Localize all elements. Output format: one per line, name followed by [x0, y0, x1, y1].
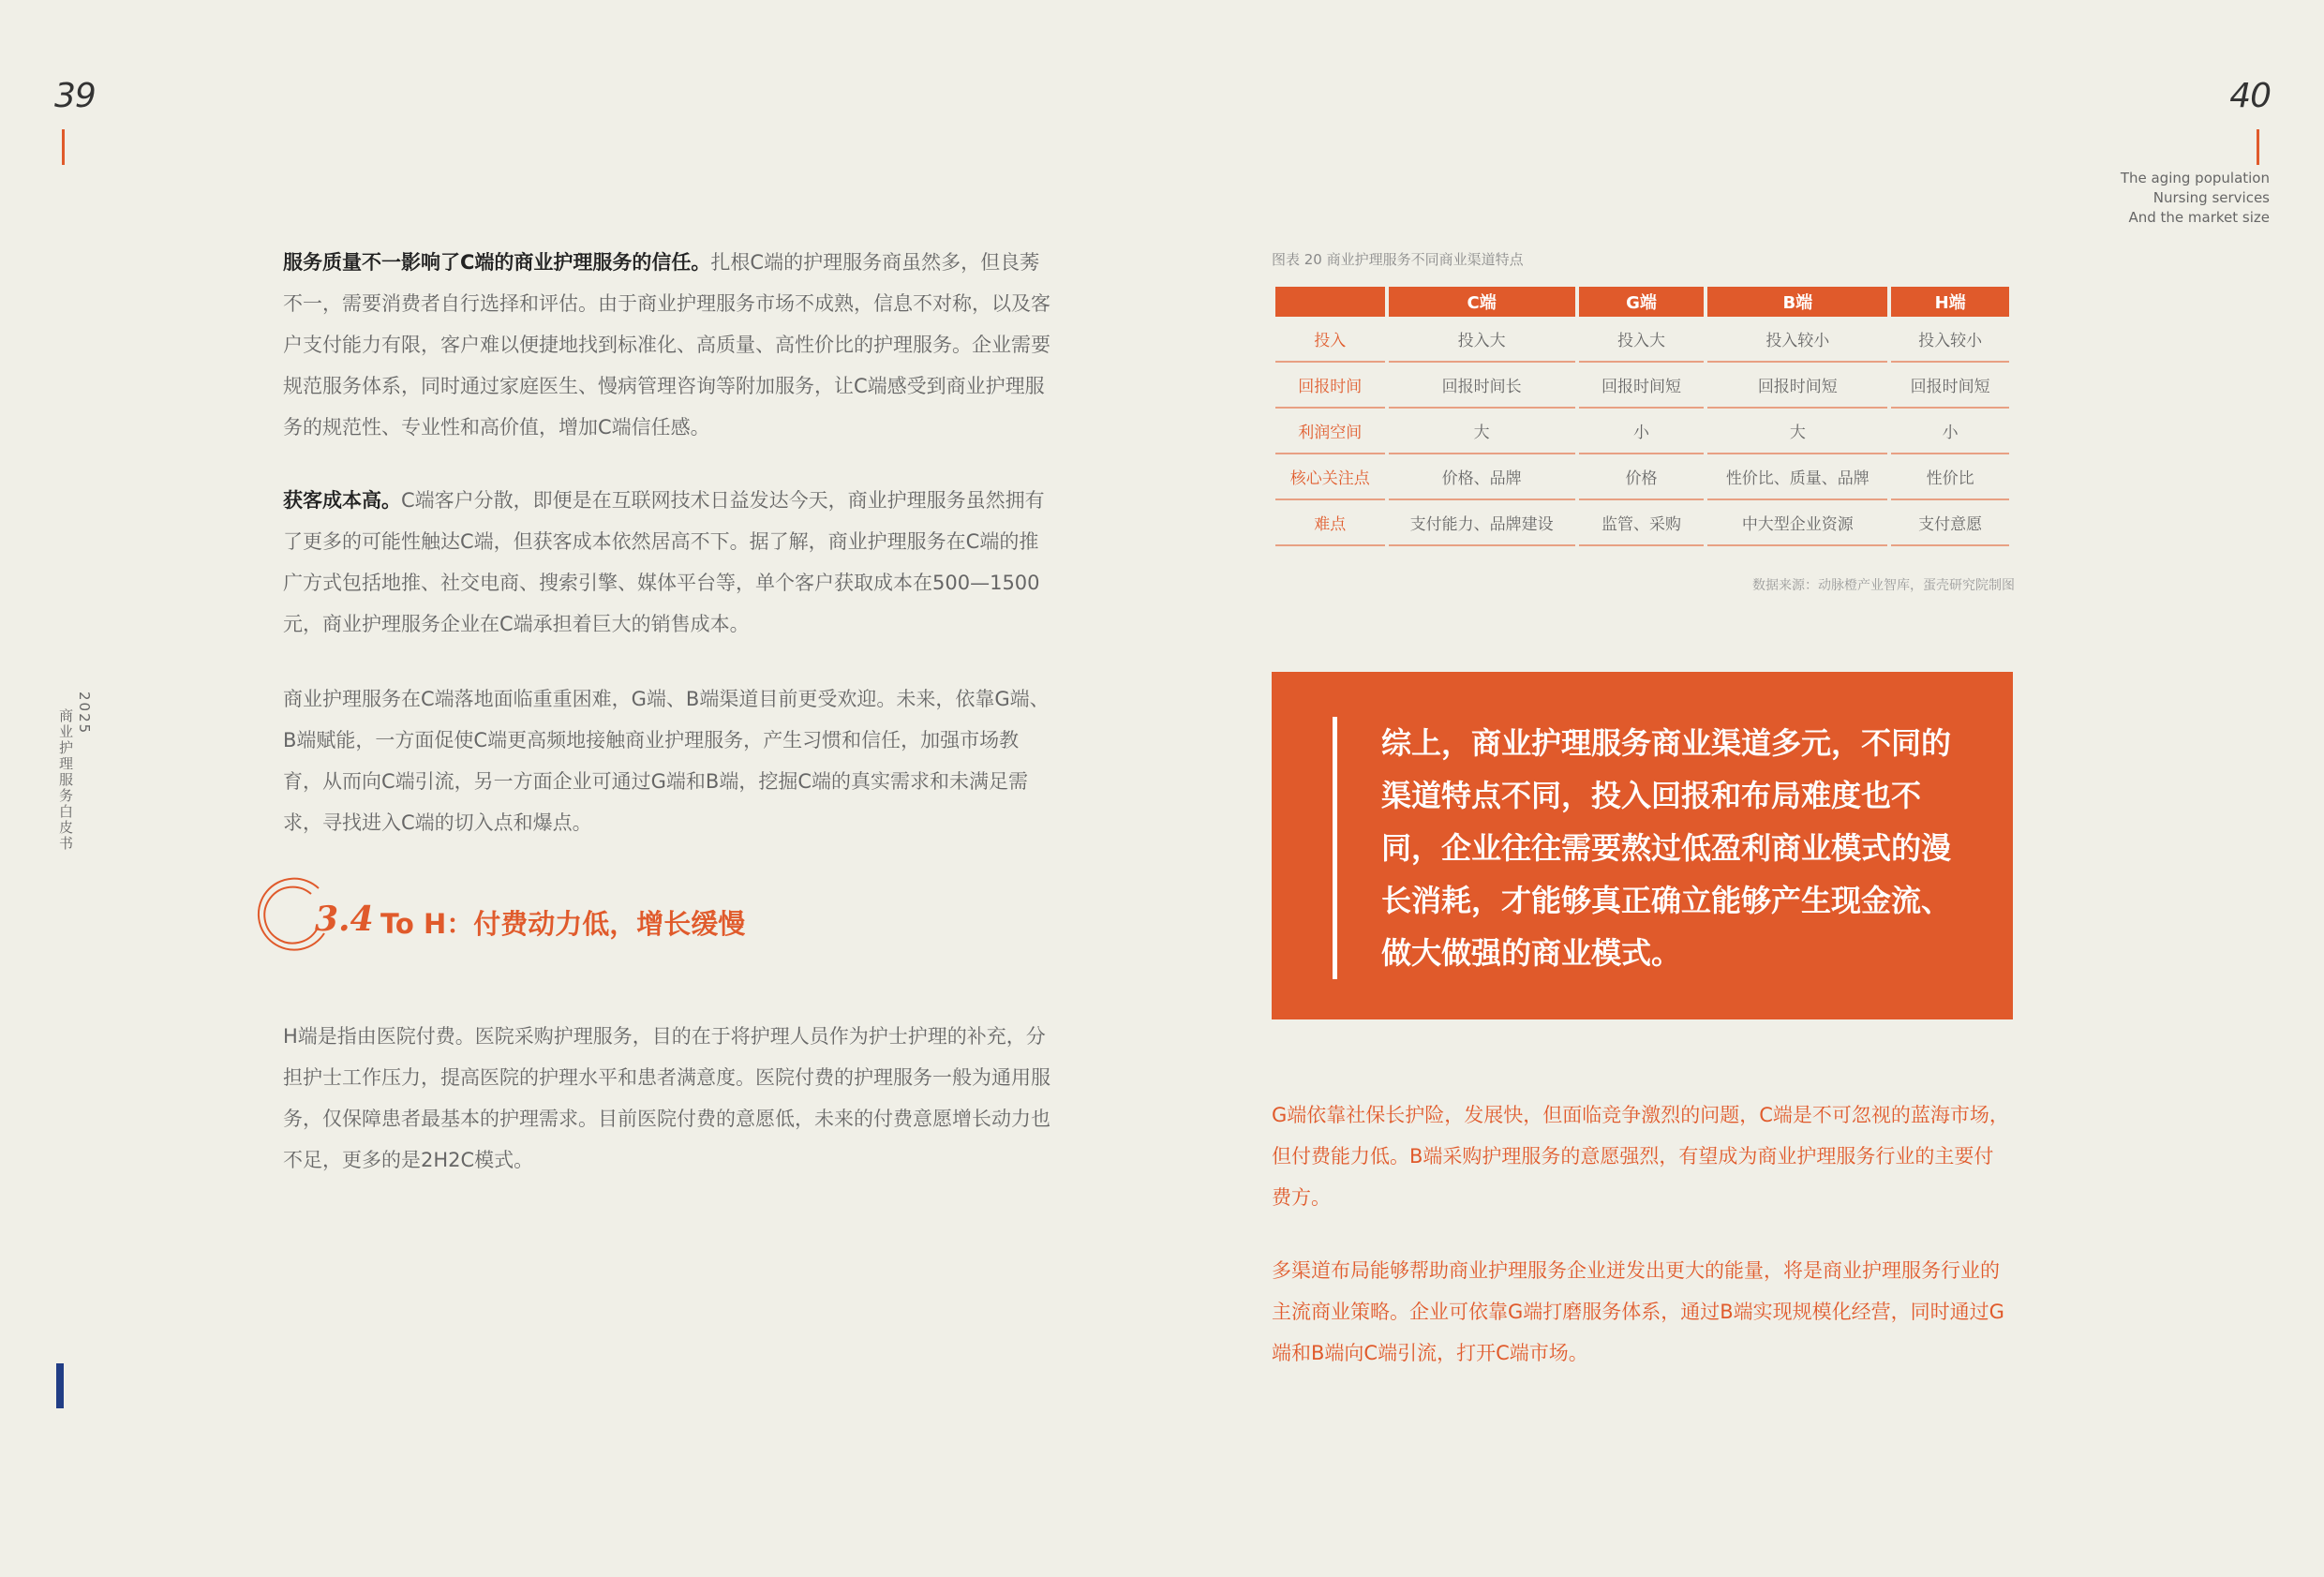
- table-row: [1275, 500, 2009, 546]
- row-label: 利润空间: [1275, 409, 1385, 454]
- table-header-cell: H端: [1891, 287, 2009, 317]
- table-row: [1275, 317, 2009, 363]
- row-label: 投入: [1275, 317, 1385, 363]
- table-header-cell: B端: [1707, 287, 1887, 317]
- subtitle-line: Nursing services: [2153, 189, 2270, 206]
- table-row: [1275, 363, 2009, 409]
- table-cell: 性价比: [1891, 454, 2009, 500]
- table-cell: 价格、品牌: [1389, 454, 1575, 500]
- paragraph-body: C端客户分散，即便是在互联网技术日益发达今天，商业护理服务虽然拥有了更多的可能性触达C端，但获客成本依然居高不下。据了解，商业护理服务在C端的推广方式包括地推、社交电商、搜索引擎、媒体平台等，单个客户获取成本在500—1500元，商业护理服务企业在C端承担着巨大的销售成本。: [283, 489, 1045, 635]
- paragraph-service-quality: [283, 242, 1051, 448]
- table-cell: 回报时间短: [1579, 363, 1705, 409]
- table-cell: 支付意愿: [1891, 500, 2009, 546]
- table-caption: 图表 20 商业护理服务不同商业渠道特点: [1272, 251, 1524, 268]
- table-cell: 支付能力、品牌建设: [1389, 500, 1575, 546]
- table-cell: 投入大: [1579, 317, 1705, 363]
- table-cell: 小: [1891, 409, 2009, 454]
- page-tick-right: [2257, 129, 2259, 165]
- table-cell: 回报时间长: [1389, 363, 1575, 409]
- paragraph-channel-outlook: [283, 678, 1051, 843]
- side-label-title: 商业护理服务白皮书: [57, 708, 74, 852]
- table-cell: 投入大: [1389, 317, 1575, 363]
- table-cell: 投入较小: [1707, 317, 1887, 363]
- table-row: [1275, 409, 2009, 454]
- row-label: 核心关注点: [1275, 454, 1385, 500]
- table-header-row: [1275, 287, 2009, 317]
- row-label: 回报时间: [1275, 363, 1385, 409]
- paragraph-acquisition-cost: [283, 480, 1051, 645]
- paragraph-body: 商业护理服务在C端落地面临重重困难，G端、B端渠道目前更受欢迎。未来，依靠G端、B端赋能，一方面促使C端更高频地接触商业护理服务，产生习惯和信任，加强市场教育，从而向C端引流，另一方面企业可通过G端和B端，挖掘C端的真实需求和未满足需求，寻找进入C端的切入点和爆点。: [283, 688, 1050, 834]
- section-heading: [253, 871, 815, 956]
- table-cell: 监管、采购: [1579, 500, 1705, 546]
- callout-text: 综上，商业护理服务商业渠道多元，不同的渠道特点不同，投入回报和布局难度也不同，企业往往需要熬过低盈利商业模式的漫长消耗，才能够真正确立能够产生现金流、做大做强的商业模式。: [1381, 725, 1952, 971]
- callout-bar: [1333, 717, 1337, 979]
- side-label-year: 2025: [76, 692, 93, 736]
- table-source: 数据来源：动脉橙产业智库，蛋壳研究院制图: [1752, 578, 2015, 593]
- orange-paragraph-2: 多渠道布局能够帮助商业护理服务企业迸发出更大的能量，将是商业护理服务行业的主流商业策略。企业可依靠G端打磨服务体系，通过B端实现规模化经营，同时通过G端和B端向C端引流，打开C端市场。: [1272, 1259, 2004, 1364]
- page-tick-left: [62, 129, 65, 165]
- side-label: [56, 692, 93, 852]
- summary-callout: [1272, 672, 2013, 1019]
- table-header-cell: [1275, 287, 1385, 317]
- subtitle-line: And the market size: [2128, 209, 2270, 226]
- row-label: 难点: [1275, 500, 1385, 546]
- table-cell: 投入较小: [1891, 317, 2009, 363]
- table-cell: 性价比、质量、品牌: [1707, 454, 1887, 500]
- table-cell: 小: [1579, 409, 1705, 454]
- paragraph-body: H端是指由医院付费。医院采购护理服务，目的在于将护理人员作为护士护理的补充，分担护士工作压力，提高医院的护理水平和患者满意度。医院付费的护理服务一般为通用服务，仅保障患者最基本的护理需求。目前医院付费的意愿低，未来的付费意愿增长动力也不足，更多的是2H2C模式。: [283, 1025, 1050, 1171]
- blue-marker: [56, 1363, 64, 1408]
- section-number: 3.4: [315, 900, 374, 939]
- table-cell: 大: [1389, 409, 1575, 454]
- table-cell: 回报时间短: [1707, 363, 1887, 409]
- section-title: To H：付费动力低，增长缓慢: [380, 908, 746, 940]
- subtitle-line: The aging population: [2120, 170, 2270, 186]
- table-header-cell: G端: [1579, 287, 1705, 317]
- table-cell: 大: [1707, 409, 1887, 454]
- table-row: [1275, 454, 2009, 500]
- page-number-left: 39: [54, 77, 96, 115]
- paragraph-hospital: [283, 1016, 1051, 1181]
- table-cell: 回报时间短: [1891, 363, 2009, 409]
- running-subtitle: [1989, 169, 2270, 228]
- table-cell: 中大型企业资源: [1707, 500, 1887, 546]
- paragraph-lead-bold: 服务质量不一影响了C端的商业护理服务的信任。: [283, 251, 711, 274]
- table-header-cell: C端: [1389, 287, 1575, 317]
- paragraph-lead-bold: 获客成本高。: [283, 489, 401, 512]
- table-cell: 价格: [1579, 454, 1705, 500]
- page-number-right: 40: [2229, 77, 2271, 115]
- channel-comparison-table: [1272, 287, 2013, 546]
- paragraph-body: 扎根C端的护理服务商虽然多，但良莠不一，需要消费者自行选择和评估。由于商业护理服务市场不成熟，信息不对称，以及客户支付能力有限，客户难以便捷地找到标准化、高质量、高性价比的护理服务。企业需要规范服务体系，同时通过家庭医生、慢病管理咨询等附加服务，让C端感受到商业护理服务的规范性、专业性和高价值，增加C端信任感。: [283, 251, 1050, 439]
- orange-paragraph-1: G端依靠社保长护险，发展快，但面临竞争激烈的问题，C端是不可忽视的蓝海市场，但付费能力低。B端采购护理服务的意愿强烈，有望成为商业护理服务行业的主要付费方。: [1272, 1104, 2009, 1209]
